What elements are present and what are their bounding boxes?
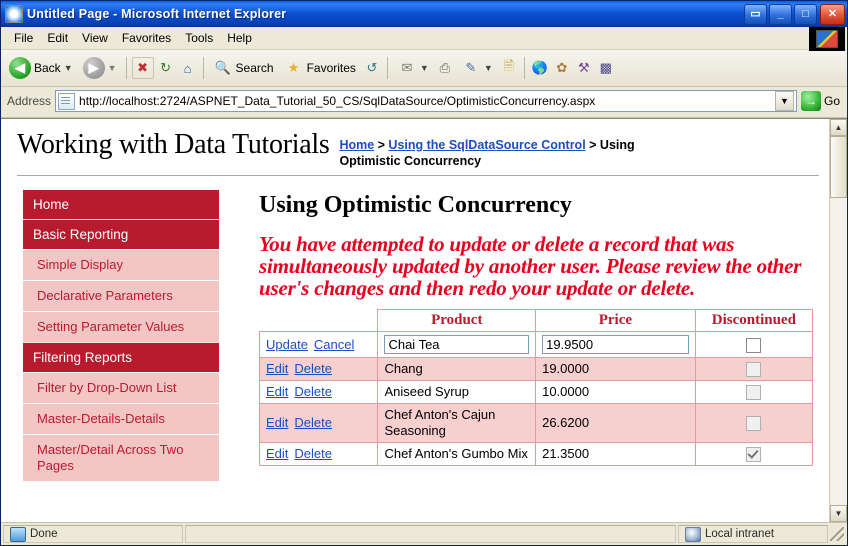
status-zone-text: Local intranet — [705, 528, 775, 540]
chevron-down-icon-edit[interactable]: ▼ — [483, 63, 493, 73]
menu-item-file[interactable]: File — [14, 31, 34, 45]
address-url-text: http://localhost:2724/ASPNET_Data_Tutorial_50_CS/SqlDataSource/OptimisticConcurrency.aspx — [79, 94, 596, 108]
main-content — [219, 176, 829, 466]
breadcrumb-link-section[interactable]: Using the SqlDataSource Control — [388, 138, 586, 152]
close-window-button[interactable]: ✕ — [820, 4, 845, 25]
search-label: Search — [235, 61, 274, 75]
breadcrumb — [339, 129, 689, 169]
window-title: Untitled Page - Microsoft Internet Explorer — [27, 7, 287, 21]
globe-icon[interactable]: 🌎 — [531, 60, 548, 75]
toolbar-separator — [126, 57, 127, 79]
row-product-cell: Aniseed Syrup — [378, 381, 536, 404]
breadcrumb-link-home[interactable]: Home — [339, 138, 375, 152]
back-arrow-icon: ◀ — [9, 57, 31, 79]
menu-bar — [1, 27, 847, 50]
print-icon[interactable]: ⎙ — [439, 60, 451, 75]
delete-link[interactable]: Delete — [294, 384, 332, 400]
chevron-down-icon[interactable]: ▼ — [63, 63, 73, 73]
row-price-cell: 26.6200 — [536, 404, 696, 443]
address-dropdown-icon[interactable]: ▼ — [775, 91, 794, 111]
concurrency-warning-message: You have attempted to update or delete a record that was simultaneously updated by another user. Please review the other user's changes and then redo your update or delete. — [259, 232, 802, 300]
breadcrumb-current: Using Optimistic Concurrency — [339, 138, 635, 168]
row-price-cell — [536, 332, 696, 358]
sidebar-item-declarative-parameters[interactable]: Declarative Parameters — [23, 280, 219, 311]
cancel-link[interactable]: Cancel — [313, 336, 355, 352]
search-button[interactable] — [209, 56, 278, 80]
row-discontinued-cell — [695, 332, 812, 358]
refresh-icon[interactable]: ↻ — [160, 60, 171, 75]
mail-icon: ✉ — [401, 60, 413, 75]
product-price-input[interactable] — [542, 335, 689, 354]
delete-link[interactable]: Delete — [294, 415, 332, 431]
back-button[interactable] — [5, 55, 77, 81]
back-label: Back — [34, 61, 61, 75]
discontinued-checkbox — [746, 416, 761, 431]
sidebar-item-filter-by-drop-down-list[interactable]: Filter by Drop-Down List — [23, 372, 219, 403]
sidebar-item-home[interactable]: Home — [23, 190, 219, 219]
search-icon: 🔍 — [214, 60, 231, 75]
toolbar — [1, 50, 847, 87]
delete-link[interactable]: Delete — [294, 446, 332, 462]
status-zone — [678, 525, 828, 543]
table-row — [260, 404, 813, 443]
content-area — [1, 118, 847, 522]
row-product-cell: Chef Anton's Cajun Seasoning — [378, 404, 536, 443]
web-page — [1, 119, 829, 522]
discontinued-checkbox[interactable] — [746, 338, 761, 353]
maximize-window-button[interactable]: □ — [794, 4, 817, 25]
scroll-up-button[interactable]: ▲ — [830, 119, 847, 136]
grid-header-commands — [260, 310, 378, 332]
sidebar-item-setting-parameter-values[interactable]: Setting Parameter Values — [23, 311, 219, 342]
page-icon-small — [58, 93, 75, 110]
address-input[interactable] — [55, 90, 797, 112]
mail-button[interactable] — [393, 56, 433, 80]
history-icon[interactable]: ↺ — [366, 60, 378, 75]
row-product-cell: Chef Anton's Gumbo Mix — [378, 443, 536, 466]
discontinued-checkbox — [746, 362, 761, 377]
scroll-down-button[interactable]: ▼ — [830, 505, 847, 522]
forward-arrow-icon: ▶ — [83, 57, 105, 79]
table-row — [260, 332, 813, 358]
windows-flag-icon — [816, 30, 838, 48]
edit-link[interactable]: Edit — [266, 415, 289, 431]
row-price-cell: 19.0000 — [536, 358, 696, 381]
site-title: Working with Data Tutorials — [17, 129, 330, 160]
star-icon: ★ — [287, 60, 300, 75]
edit-link[interactable]: Edit — [266, 384, 289, 400]
menu-item-edit[interactable]: Edit — [47, 31, 69, 45]
grid-header-price: Price — [536, 310, 696, 332]
page-icon — [5, 5, 23, 23]
discontinued-checkbox — [746, 385, 761, 400]
breadcrumb-sep-1: > — [374, 138, 389, 152]
home-icon[interactable]: ⌂ — [183, 60, 192, 76]
status-done-text: Done — [30, 528, 58, 540]
discuss-icon[interactable]: ✿ — [556, 60, 568, 75]
grid-header-discontinued: Discontinued — [695, 310, 812, 332]
row-price-cell: 10.0000 — [536, 381, 696, 404]
sidebar-item-master-details-details[interactable]: Master-Details-Details — [23, 403, 219, 434]
page-header — [1, 119, 829, 173]
favorites-label: Favorites — [306, 61, 356, 75]
row-commands — [260, 404, 378, 443]
address-bar — [1, 87, 847, 118]
grid-header-row — [260, 310, 813, 332]
table-row — [260, 443, 813, 466]
toolbar-separator-2 — [203, 57, 204, 79]
edit-button[interactable] — [457, 56, 497, 80]
status-bar — [1, 522, 847, 545]
row-price-cell: 21.3500 — [536, 443, 696, 466]
row-discontinued-cell — [695, 358, 812, 381]
brand-logo — [809, 27, 845, 51]
edit-link[interactable]: Edit — [266, 361, 289, 377]
status-page-icon — [10, 527, 26, 542]
title-bar — [1, 1, 847, 27]
menu-item-tools[interactable]: Tools — [185, 31, 214, 45]
sidebar — [1, 176, 219, 481]
vertical-scrollbar[interactable] — [829, 119, 847, 522]
research-icon[interactable]: ▩ — [599, 60, 612, 75]
row-discontinued-cell — [695, 443, 812, 466]
minimize-window-button[interactable]: _ — [769, 4, 792, 25]
toolbar-separator-3 — [387, 57, 388, 79]
favorites-button[interactable] — [280, 56, 360, 80]
row-commands — [260, 358, 378, 381]
table-row — [260, 358, 813, 381]
status-filler — [185, 525, 676, 543]
products-grid — [259, 309, 813, 466]
sidebar-item-basic-reporting[interactable]: Basic Reporting — [23, 219, 219, 249]
go-label: Go — [823, 94, 840, 108]
row-commands — [260, 443, 378, 466]
grid-header-product: Product — [378, 310, 536, 332]
sidebar-item-filtering-reports[interactable]: Filtering Reports — [23, 342, 219, 372]
table-row — [260, 381, 813, 404]
resize-grip[interactable] — [830, 527, 844, 541]
address-label: Address — [7, 94, 52, 108]
stop-icon[interactable]: ✖ — [132, 57, 154, 79]
row-discontinued-cell — [695, 404, 812, 443]
chevron-down-icon-forward[interactable]: ▼ — [107, 63, 117, 73]
page-edit-icon[interactable]: 🗎 — [503, 58, 514, 73]
row-discontinued-cell — [695, 381, 812, 404]
page-title: Using Optimistic Concurrency — [259, 192, 572, 218]
status-message — [3, 525, 183, 543]
zone-icon — [685, 527, 701, 542]
scrollbar-track[interactable] — [830, 136, 847, 505]
sidebar-item-master-detail-across-two-pages[interactable]: Master/Detail Across Two Pages — [23, 434, 219, 481]
product-name-input[interactable] — [384, 335, 529, 354]
go-button[interactable] — [801, 91, 844, 111]
discontinued-checkbox — [746, 447, 761, 462]
delete-link[interactable]: Delete — [294, 361, 332, 377]
go-arrow-icon: → — [801, 91, 821, 111]
scrollbar-thumb[interactable] — [830, 136, 847, 198]
page-body — [1, 176, 829, 481]
row-product-cell: Chang — [378, 358, 536, 381]
row-product-cell — [378, 332, 536, 358]
restore-window-button[interactable]: ▭ — [744, 4, 767, 25]
update-link[interactable]: Update — [266, 336, 308, 352]
forward-button[interactable] — [79, 55, 121, 81]
chevron-down-icon-mail[interactable]: ▼ — [419, 63, 429, 73]
menu-item-favorites[interactable]: Favorites — [121, 31, 172, 45]
edit-link[interactable]: Edit — [266, 446, 289, 462]
sidebar-item-simple-display[interactable]: Simple Display — [23, 249, 219, 280]
menu-item-view[interactable]: View — [82, 31, 108, 45]
toolbar-separator-4 — [524, 57, 525, 79]
menu-item-help[interactable]: Help — [227, 31, 252, 45]
messenger-icon[interactable]: ⚒ — [577, 60, 590, 75]
row-commands-edit-mode — [260, 332, 378, 358]
row-commands — [260, 381, 378, 404]
edit-icon: ✎ — [465, 60, 477, 75]
breadcrumb-sep-2: > — [585, 138, 600, 152]
